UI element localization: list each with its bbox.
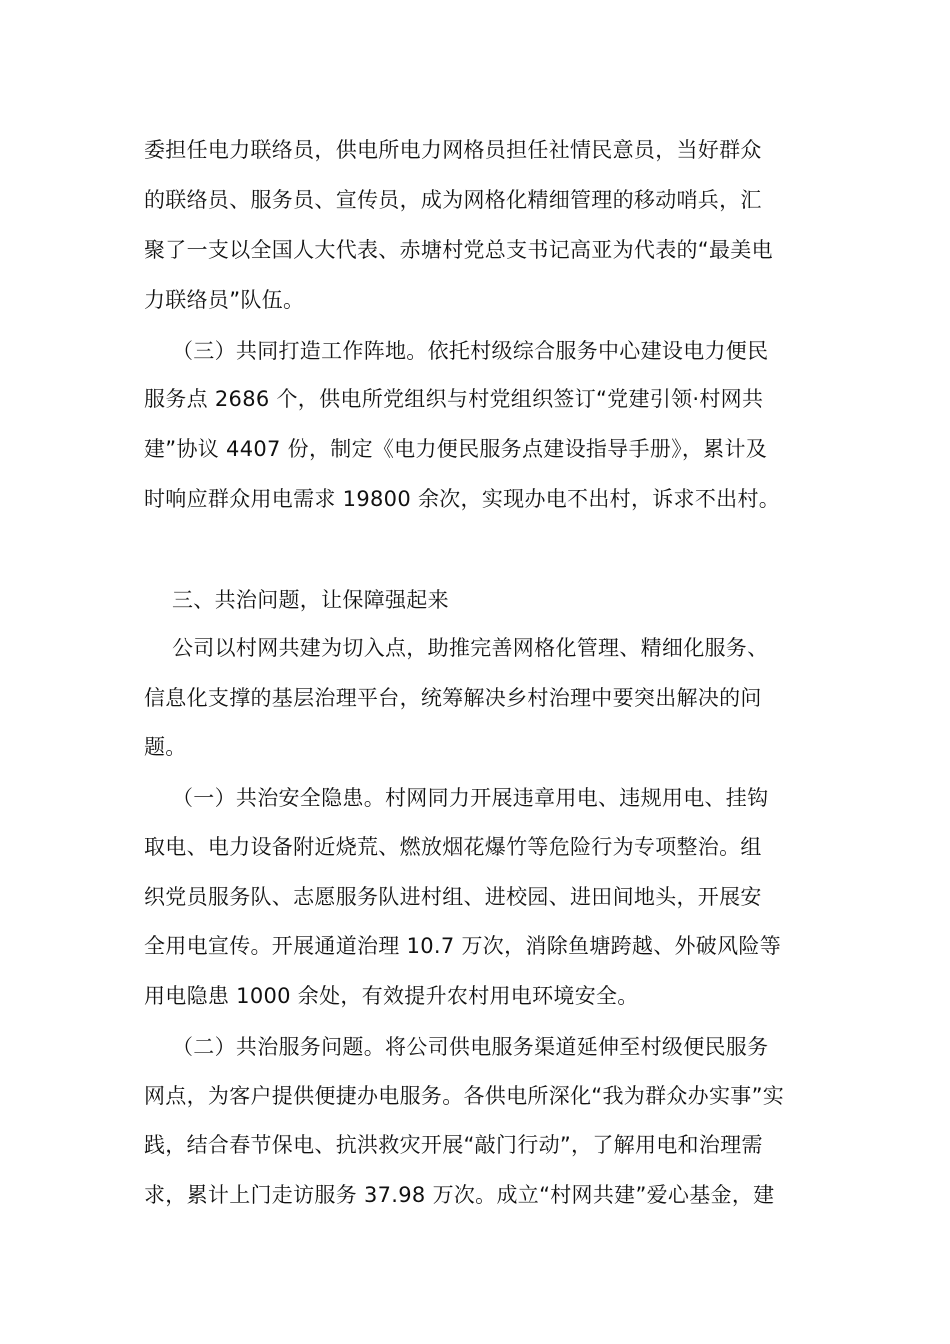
text-line: 践，结合春节保电、抗洪救灾开展“敲门行动”，了解用电和治理需: [144, 1133, 763, 1157]
text-line: 委担任电力联络员，供电所电力网格员担任社情民意员，当好群众: [144, 138, 762, 162]
text-line: 公司以村网共建为切入点，助推完善网格化管理、精细化服务、: [172, 636, 769, 660]
section-heading: 三、共治问题，让保障强起来: [172, 588, 449, 612]
text-line: 的联络员、服务员、宣传员，成为网格化精细管理的移动哨兵，汇: [144, 188, 762, 212]
text-line: 聚了一支以全国人大代表、赤塘村党总支书记高亚为代表的“最美电: [144, 238, 773, 262]
text-line: 织党员服务队、志愿服务队进村组、进校园、进田间地头，开展安: [144, 885, 762, 909]
text-line: 求，累计上门走访服务 37.98 万次。成立“村网共建”爱心基金，建: [144, 1183, 775, 1207]
text-line: 用电隐患 1000 余处，有效提升农村用电环境安全。: [144, 984, 639, 1008]
text-line: 服务点 2686 个，供电所党组织与村党组织签订“党建引领·村网共: [144, 387, 764, 411]
text-line: 网点，为客户提供便捷办电服务。各供电所深化“我为群众办实事”实: [144, 1084, 785, 1108]
text-line: 信息化支撑的基层治理平台，统筹解决乡村治理中要突出解决的问: [144, 686, 762, 710]
text-line: 题。: [144, 735, 187, 759]
text-line: 取电、电力设备附近烧荒、燃放烟花爆竹等危险行为专项整治。组: [144, 835, 762, 859]
text-line: （二）共治服务问题。将公司供电服务渠道延伸至村级便民服务: [172, 1035, 769, 1059]
text-line: 力联络员”队伍。: [144, 288, 305, 312]
text-line: 时响应群众用电需求 19800 余次，实现办电不出村，诉求不出村。: [144, 487, 781, 511]
text-line: 全用电宣传。开展通道治理 10.7 万次，消除鱼塘跨越、外破风险等: [144, 934, 782, 958]
text-line: （三）共同打造工作阵地。依托村级综合服务中心建设电力便民: [172, 339, 769, 363]
text-line: 建”协议 4407 份，制定《电力便民服务点建设指导手册》，累计及: [144, 437, 768, 461]
text-line: （一）共治安全隐患。村网同力开展违章用电、违规用电、挂钩: [172, 786, 769, 810]
